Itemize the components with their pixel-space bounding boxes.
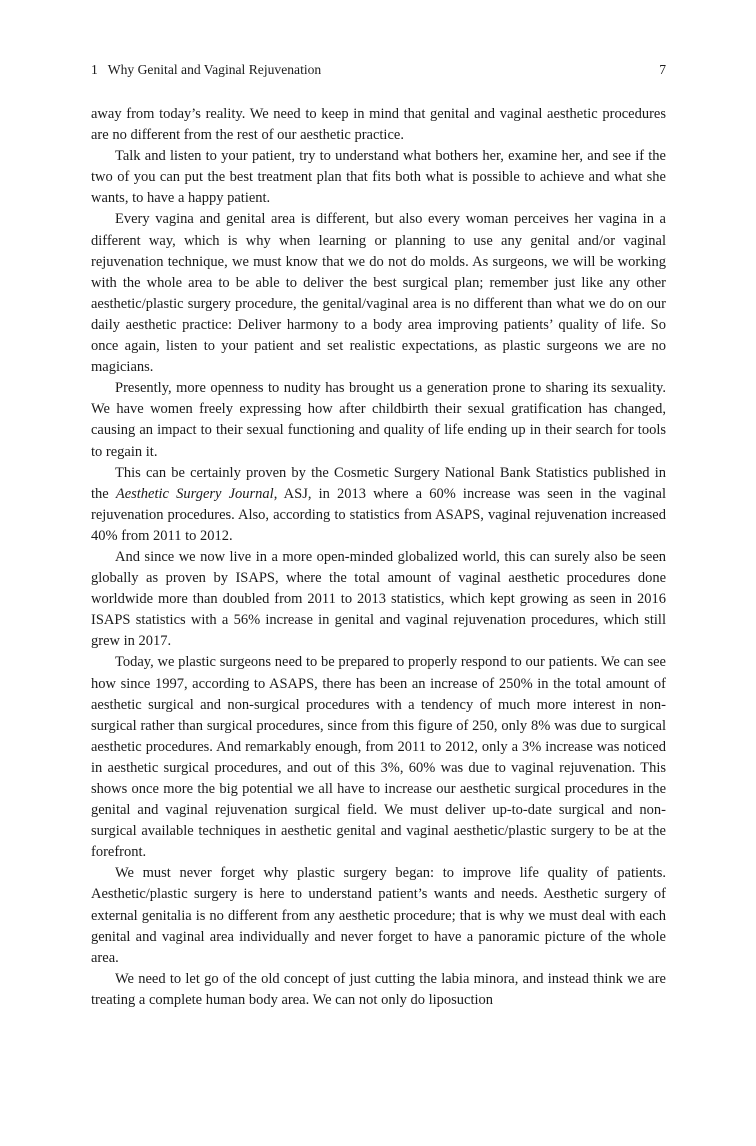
- paragraph: Today, we plastic surgeons need to be prepared to properly respond to our patients. We can see how since 1997, according to ASAPS, there has been an increase of 250% in the total amount of aesthetic surgical and non-surgical procedures with a tendency of much more interest in non-surgical rather than surgical procedures, since from this figure of 250, only 8% was due to surgical aesthetic procedures. And remarkably enough, from 2011 to 2012, only a 3% increase was noticed in aesthetic surgical procedures, and out of this 3%, 60% was due to vaginal rejuvenation. This shows once more the big potential we all have to increase our aesthetic surgical procedures in the genital and vaginal rejuvenation surgical field. We must deliver up-to-date surgical and non-surgical available techniques in aesthetic genital and vaginal aesthetic/plastic surgery to be at the forefront.: [91, 654, 666, 861]
- journal-title: Aesthetic Surgery Journal: [115, 485, 274, 502]
- body-text: [91, 104, 666, 1011]
- chapter-heading: [91, 60, 321, 80]
- running-head: [91, 60, 666, 80]
- paragraph: We must never forget why plastic surgery began: to improve life quality of patients. Aesthetic/plastic surgery is here to understand patient’s wants and needs. Aesthetic surgery of external genitalia is no different from any aesthetic procedure; that is why we must deal with each genital and vaginal area individually and never forget to have a panoramic picture of the whole area.: [91, 865, 666, 966]
- paragraph-continuation: away from today’s reality. We need to keep in mind that genital and vaginal aesthetic procedures are no different from the rest of our aesthetic practice.: [91, 106, 666, 144]
- chapter-number: 1: [91, 62, 98, 77]
- paragraph: And since we now live in a more open-minded globalized world, this can surely also be seen globally as proven by ISAPS, where the total amount of vaginal aesthetic procedures done worldwide more than doubled from 2011 to 2013 statistics, which kept growing as seen in 2016 ISAPS statistics with a 56% increase in genital and vaginal rejuvenation procedures, which still grew in 2017.: [91, 548, 666, 650]
- paragraph: [91, 463, 666, 547]
- page-number: 7: [659, 62, 666, 77]
- paragraph: We need to let go of the old concept of just cutting the labia minora, and instead think we are treating a complete human body area. We can not only do liposuction: [91, 970, 666, 1008]
- paragraph-text: This can be certainly proven by the Cosmetic Surgery National Bank Statistics published in the: [91, 464, 666, 502]
- chapter-title: Why Genital and Vaginal Rejuvenation: [107, 62, 322, 77]
- paragraph: Talk and listen to your patient, try to understand what bothers her, examine her, and see if the two of you can put the best treatment plan that fits both what is possible to achieve and what she wants, to have a happy patient.: [91, 148, 666, 207]
- paragraph: Presently, more openness to nudity has brought us a generation prone to sharing its sexuality. We have women freely expressing how after childbirth their sexual gratification has changed, causing an impact to their sexual functioning and quality of life ending up in their search for tools to regain it.: [91, 380, 666, 460]
- paragraph-text: , ASJ, in 2013 where a 60% increase was seen in the vaginal rejuvenation procedures. Also, according to statistics from ASAPS, vaginal rejuvenation increased 40% from 2011 to 2012.: [91, 485, 667, 544]
- paragraph: Every vagina and genital area is different, but also every woman perceives her vagina in a different way, which is why when learning or planning to use any genital and/or vaginal rejuvenation technique, we must know that we do not do molds. As surgeons, we will be working with the whole area to be able to deliver the best surgical plan; remember just like any other aesthetic/plastic surgery procedure, the genital/vaginal area is no different than what we do on our daily aesthetic practice: Deliver harmony to a body area improving patients’ quality of life. So once again, listen to your patient and set realistic expectations, as plastic surgeons we are no magicians.: [91, 211, 666, 376]
